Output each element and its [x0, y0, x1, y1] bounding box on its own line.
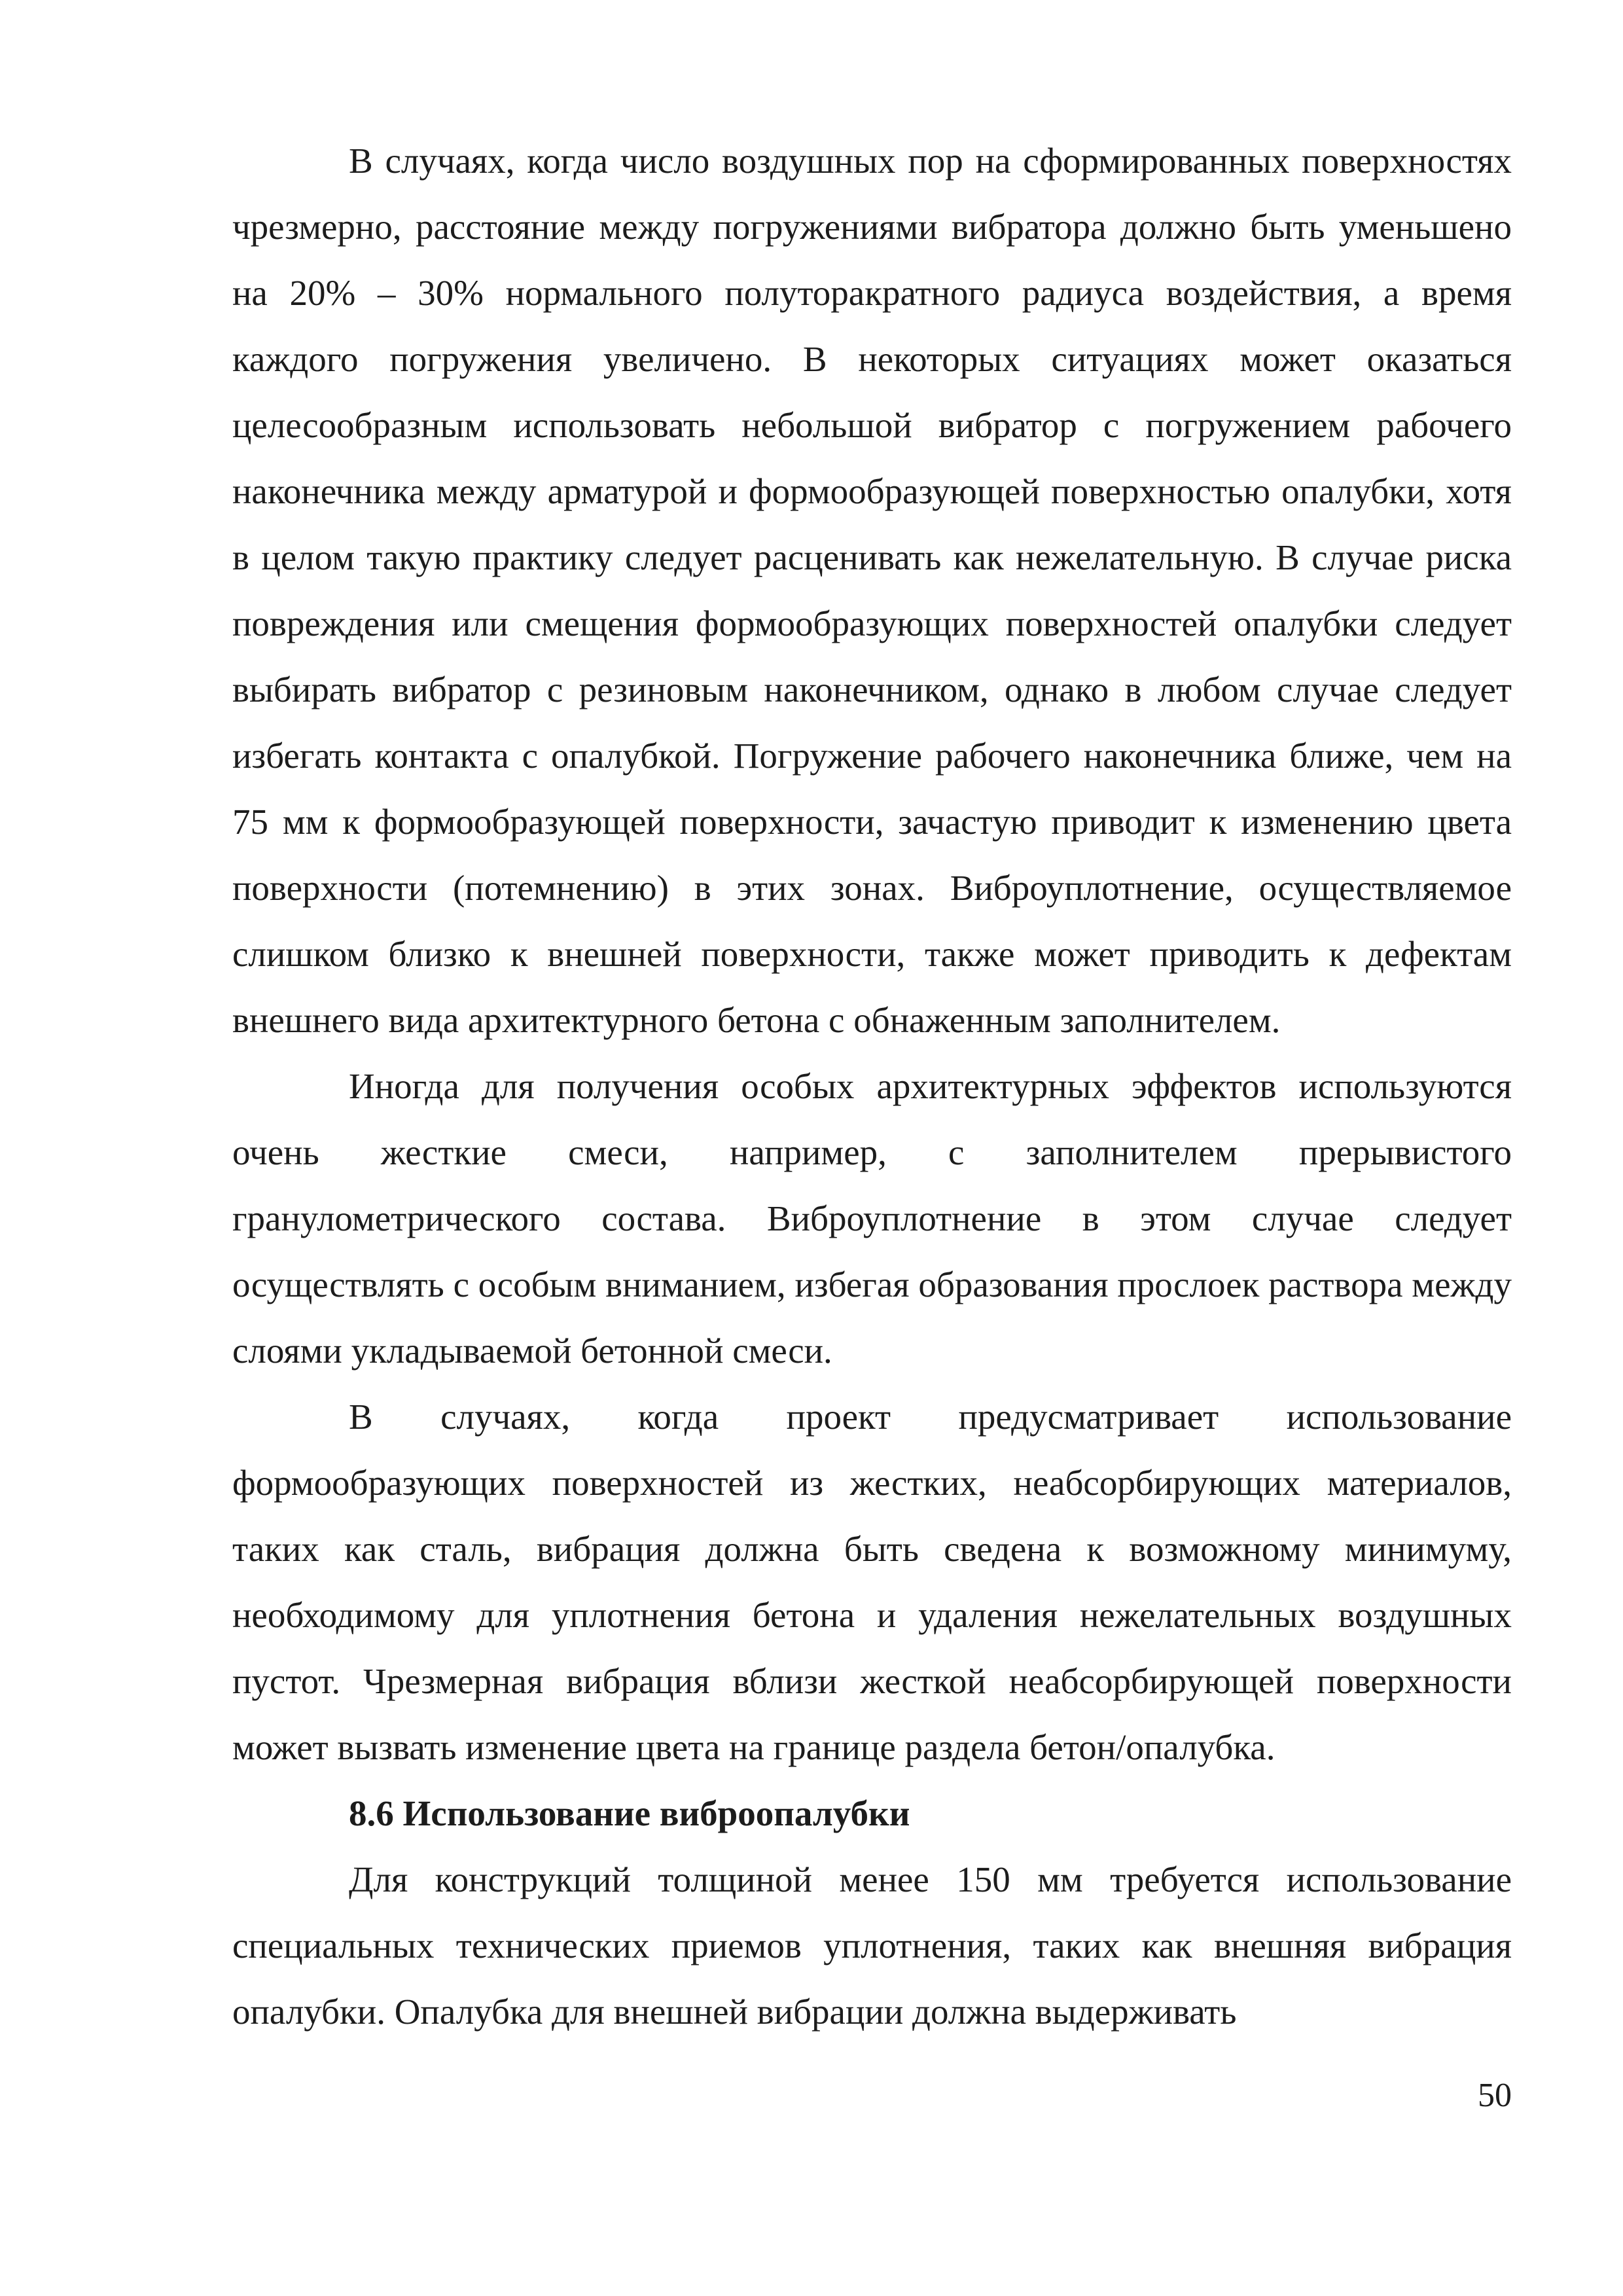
paragraph-4: Для конструкций толщиной менее 150 мм требуется использование специальных технических приемов уплотнения, таких как внешняя вибрация опалубки. Опалубка для внешней вибрации должна выдерживать — [232, 1859, 1512, 2032]
paragraph-3: В случаях, когда проект предусматривает использование формообразующих поверхностей из жестких, неабсорбирующих материалов, таких как сталь, вибрация должна быть сведена к возможному минимуму, необходимому для уплотнения бетона и удаления нежелательных воздушных пустот. Чрезмерная вибрация вблизи жесткой неабсорбирующей поверхности может вызвать изменение цвета на границе раздела бетон/опалубка. — [232, 1397, 1512, 1767]
page-number: 50 — [1478, 2077, 1512, 2114]
paragraph-1: В случаях, когда число воздушных пор на сформированных поверхностях чрезмерно, расстояние между погружениями вибратора должно быть уменьшено на 20% – 30% нормального полуторакратного радиуса воздействия, а время каждого погружения увеличено. В некоторых ситуациях может оказаться целесообразным использовать небольшой вибратор с погружением рабочего наконечника между арматурой и формообразующей поверхностью опалубки, хотя в целом такую практику следует расценивать как нежелательную. В случае риска повреждения или смещения формообразующих поверхностей опалубки следует выбирать вибратор с резиновым наконечником, однако в любом случае следует избегать контакта с опалубкой. Погружение рабочего наконечника ближе, чем на 75 мм к формообразующей поверхности, зачастую приводит к изменению цвета поверхности (потемнению) в этих зонах. Виброуплотнение, осуществляемое слишком близко к внешней поверхности, также может приводить к дефектам внешнего вида архитектурного бетона с обнаженным заполнителем. — [232, 141, 1512, 1040]
page-body — [232, 128, 1512, 2045]
paragraph-2: Иногда для получения особых архитектурных эффектов используются очень жесткие смеси, например, с заполнителем прерывистого гранулометрического состава. Виброуплотнение в этом случае следует осуществлять с особым вниманием, избегая образования прослоек раствора между слоями укладываемой бетонной смеси. — [232, 1066, 1512, 1371]
section-heading: 8.6 Использование виброопалубки — [349, 1793, 910, 1833]
